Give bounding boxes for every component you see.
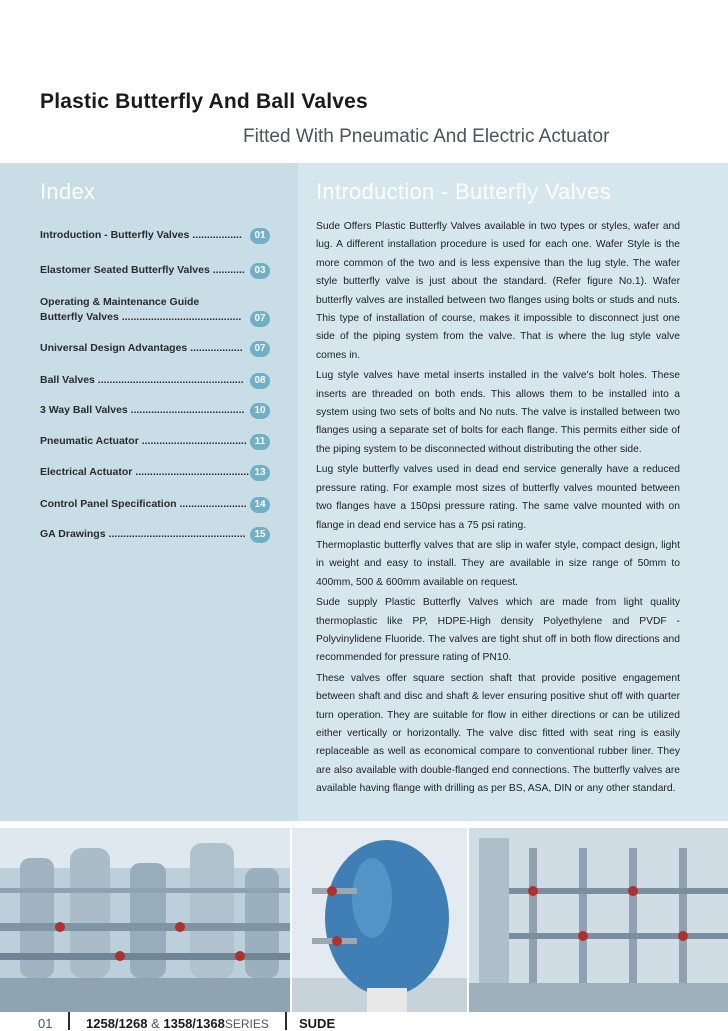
index-item-label: GA Drawings ............................................... [40,528,246,540]
index-item[interactable] [40,497,266,512]
index-item[interactable] [40,527,266,542]
series-amp: & [151,1016,160,1031]
footer-divider [68,1012,70,1030]
document-title: Plastic Butterfly And Ball Valves [40,90,368,113]
document-subtitle: Fitted With Pneumatic And Electric Actuator [243,126,610,147]
index-item[interactable] [40,295,266,325]
vessel-illustration [292,828,467,1018]
index-item[interactable] [40,341,266,356]
page-badge: 15 [250,527,270,543]
index-item[interactable] [40,373,266,388]
plant-photo-right [469,828,728,1018]
intro-heading: Introduction - Butterfly Valves [316,179,612,204]
intro-body [316,218,680,801]
index-item-label: Control Panel Specification ....................... [40,498,247,510]
page-badge: 13 [250,465,270,481]
intro-paragraph: These valves offer square section shaft that provide positive engagement between shaft and disc and shaft & lever ensuring positive shut off with quarter turn operation. They are suitable for flow in either directions or can be utilized either vertically or horizontally. The valve disc fitted with seat ring is easily replaceable as well as economical compare to conventional rubber liner. They are also available with double-flanged end connections. The butterfly valves are available having flange with drilling as per BS, ASA, DIN or any other standard. [316,672,680,795]
filter-vessel-photo [292,828,467,1018]
index-item-label: Universal Design Advantages .................. [40,342,243,354]
valve-rack-illustration [469,828,728,1018]
series-a: 1258/1268 [86,1016,148,1031]
index-item-label: 3 Way Ball Valves ....................................... [40,404,245,416]
index-item-label: Pneumatic Actuator .................................... [40,435,247,447]
page-badge: 11 [250,434,270,450]
index-item-label: Elastomer Seated Butterfly Valves ........... [40,264,245,276]
page-badge: 10 [250,403,270,419]
photo-strip [0,828,728,1018]
index-item-label: Butterfly Valves ......................................... [40,311,242,323]
intro-paragraph: Lug style valves have metal inserts installed in the valve's bolt holes. These inserts are threaded on both ends. This allows them to be installed into a system using two sets of bolts and No nuts. The valve is installed between two flanges using a separate set of bolts for each flange. This permits either side of the piping system to be disconnected without distributing the other side. [316,370,680,455]
intro-paragraph: Lug style butterfly valves used in dead end service generally have a reduced pressure rating. For example most sizes of butterfly valves mounted between two flanges have a 150psi pressure rating. The same valve mounted with on flange in dead end service has a 75 psi rating. [316,464,680,531]
pipework-illustration [0,828,290,1018]
series-label [86,1016,269,1031]
page-badge: 03 [250,263,270,279]
page-badge: 01 [250,228,270,244]
index-item-label: Ball Valves .................................................. [40,374,244,386]
page-badge: 07 [250,311,270,327]
intro-paragraph: Sude Offers Plastic Butterfly Valves available in two types or styles, wafer and lug. A different installation procedure is used for each one. Wafer Style is the more common of the two and is less expensive than the lug style. The wafer style butterfly valve is just about the standard. (Refer figure No.1). Wafer butterfly valves are installed between two flanges using bolts or studs and nuts. This type of installation of course, makes it impossible to disconnect just one side of the piping system from the valve. That is where the lug style valve comes in. [316,221,680,361]
series-b: 1358/1368 [163,1016,225,1031]
intro-paragraph: Thermoplastic butterfly valves that are slip in wafer style, compact design, light in weight and easy to install. They are available in size range of 50mm to 400mm, 500 & 600mm available on request. [316,539,680,588]
index-heading: Index [40,179,96,204]
index-item-label: Operating & Maintenance Guide [40,296,200,308]
intro-paragraph: Sude supply Plastic Butterfly Valves which are made from light quality thermoplastic like PP, HDPE-High density Polyethylene and PVDF - Polyvinylidene Fluoride. The valves are tight shut off in both flow directions and recommended for pressure rating of PN10. [316,597,680,664]
index-item[interactable] [40,403,266,418]
page-number: 01 [38,1016,53,1031]
footer-divider [285,1012,287,1030]
page-badge: 08 [250,373,270,389]
brand-name: SUDE [299,1016,336,1031]
index-item[interactable] [40,434,266,449]
index-item-label: Introduction - Butterfly Valves ................. [40,229,242,241]
index-item[interactable] [40,228,266,243]
index-item-label: Electrical Actuator ....................................... [40,466,250,478]
index-item[interactable] [40,263,266,278]
index-item[interactable] [40,465,266,480]
series-suffix: SERIES [224,1017,269,1031]
index-panel [0,163,298,821]
page-badge: 07 [250,341,270,357]
page-badge: 14 [250,497,270,513]
plant-photo-left [0,828,290,1018]
